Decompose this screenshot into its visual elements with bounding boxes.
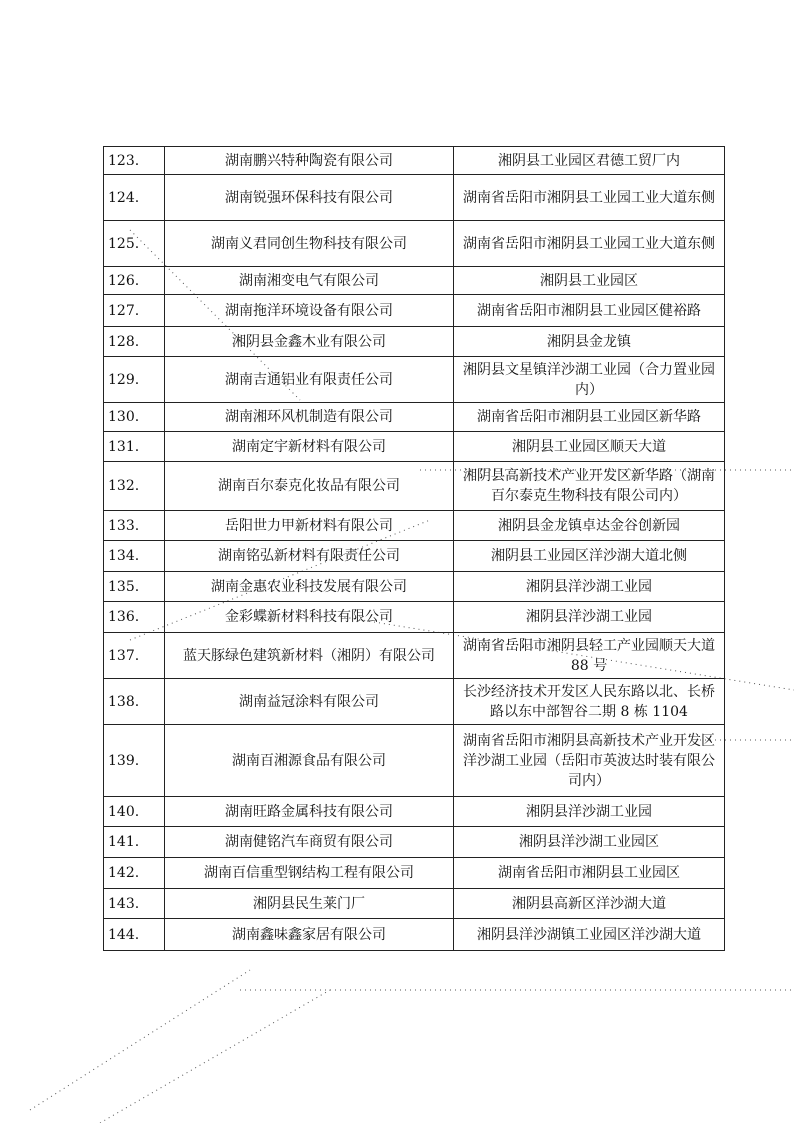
table-row bbox=[104, 462, 725, 511]
company-address: 湖南省岳阳市湘阴县工业园工业大道东侧 bbox=[454, 221, 725, 267]
table-row bbox=[104, 295, 725, 327]
row-number: 130. bbox=[104, 403, 165, 432]
row-number: 126. bbox=[104, 267, 165, 295]
company-name: 湖南旺路金属科技有限公司 bbox=[165, 797, 454, 827]
company-address: 湘阴县洋沙湖工业园 bbox=[454, 602, 725, 633]
row-number: 140. bbox=[104, 797, 165, 827]
row-number: 127. bbox=[104, 295, 165, 327]
table-row bbox=[104, 919, 725, 951]
company-address: 湘阴县文星镇洋沙湖工业园（合力置业园内） bbox=[454, 357, 725, 403]
row-number: 123. bbox=[104, 147, 165, 175]
company-name: 湖南湘变电气有限公司 bbox=[165, 267, 454, 295]
company-name: 湖南金惠农业科技发展有限公司 bbox=[165, 572, 454, 602]
company-name: 金彩蝶新材料科技有限公司 bbox=[165, 602, 454, 633]
table-row bbox=[104, 572, 725, 602]
company-name: 岳阳世力甲新材料有限公司 bbox=[165, 511, 454, 541]
row-number: 134. bbox=[104, 541, 165, 572]
company-address: 湖南省岳阳市湘阴县工业园区新华路 bbox=[454, 403, 725, 432]
company-address: 湖南省岳阳市湘阴县工业园工业大道东侧 bbox=[454, 175, 725, 221]
table-row bbox=[104, 602, 725, 633]
row-number: 131. bbox=[104, 432, 165, 462]
table-row bbox=[104, 633, 725, 679]
company-name: 湖南百信重型钢结构工程有限公司 bbox=[165, 858, 454, 889]
table-row bbox=[104, 432, 725, 462]
company-name: 湖南湘环风机制造有限公司 bbox=[165, 403, 454, 432]
company-address: 湖南省岳阳市湘阴县高新技术产业开发区洋沙湖工业园（岳阳市英波达时装有限公司内） bbox=[454, 725, 725, 797]
company-address: 湘阴县洋沙湖工业园 bbox=[454, 572, 725, 602]
company-name: 湘阴县民生莱门厂 bbox=[165, 889, 454, 919]
company-address: 湘阴县高新技术产业开发区新华路（湖南百尔泰克生物科技有限公司内） bbox=[454, 462, 725, 511]
row-number: 137. bbox=[104, 633, 165, 679]
company-name: 湖南铭弘新材料有限责任公司 bbox=[165, 541, 454, 572]
company-name: 湘阴县金鑫木业有限公司 bbox=[165, 327, 454, 357]
company-address: 湘阴县高新区洋沙湖大道 bbox=[454, 889, 725, 919]
company-name: 湖南吉通铝业有限责任公司 bbox=[165, 357, 454, 403]
row-number: 139. bbox=[104, 725, 165, 797]
row-number: 133. bbox=[104, 511, 165, 541]
company-address: 湘阴县工业园区 bbox=[454, 267, 725, 295]
row-number: 135. bbox=[104, 572, 165, 602]
table-row bbox=[104, 858, 725, 889]
company-name: 湖南锐强环保科技有限公司 bbox=[165, 175, 454, 221]
company-address: 湖南省岳阳市湘阴县工业园区 bbox=[454, 858, 725, 889]
row-number: 128. bbox=[104, 327, 165, 357]
table-row bbox=[104, 221, 725, 267]
company-address: 湖南省岳阳市湘阴县工业园区健裕路 bbox=[454, 295, 725, 327]
table-row bbox=[104, 327, 725, 357]
row-number: 138. bbox=[104, 679, 165, 725]
row-number: 124. bbox=[104, 175, 165, 221]
row-number: 125. bbox=[104, 221, 165, 267]
row-number: 132. bbox=[104, 462, 165, 511]
company-address: 长沙经济技术开发区人民东路以北、长桥路以东中部智谷二期 8 栋 1104 bbox=[454, 679, 725, 725]
company-address: 湘阴县工业园区顺天大道 bbox=[454, 432, 725, 462]
table-row bbox=[104, 889, 725, 919]
company-address: 湘阴县洋沙湖镇工业园区洋沙湖大道 bbox=[454, 919, 725, 951]
company-address: 湘阴县工业园区君德工贸厂内 bbox=[454, 147, 725, 175]
company-list-table bbox=[103, 146, 725, 951]
company-name: 湖南健铭汽车商贸有限公司 bbox=[165, 827, 454, 858]
company-address: 湘阴县洋沙湖工业园 bbox=[454, 797, 725, 827]
row-number: 143. bbox=[104, 889, 165, 919]
company-name: 湖南拖洋环境设备有限公司 bbox=[165, 295, 454, 327]
company-address: 湘阴县金龙镇卓达金谷创新园 bbox=[454, 511, 725, 541]
company-name: 蓝天豚绿色建筑新材料（湘阴）有限公司 bbox=[165, 633, 454, 679]
row-number: 144. bbox=[104, 919, 165, 951]
company-name: 湖南义君同创生物科技有限公司 bbox=[165, 221, 454, 267]
table-row bbox=[104, 725, 725, 797]
company-name: 湖南益冠涂料有限公司 bbox=[165, 679, 454, 725]
table-row bbox=[104, 175, 725, 221]
table-row bbox=[104, 541, 725, 572]
table-row bbox=[104, 147, 725, 175]
company-address: 湘阴县工业园区洋沙湖大道北侧 bbox=[454, 541, 725, 572]
table-row bbox=[104, 357, 725, 403]
row-number: 141. bbox=[104, 827, 165, 858]
company-address: 湘阴县洋沙湖工业园区 bbox=[454, 827, 725, 858]
company-name: 湖南鑫味鑫家居有限公司 bbox=[165, 919, 454, 951]
table-row bbox=[104, 511, 725, 541]
table-row bbox=[104, 797, 725, 827]
table-row bbox=[104, 827, 725, 858]
company-address: 湖南省岳阳市湘阴县轻工产业园顺天大道 88 号 bbox=[454, 633, 725, 679]
company-name: 湖南百尔泰克化妆品有限公司 bbox=[165, 462, 454, 511]
company-name: 湖南百湘源食品有限公司 bbox=[165, 725, 454, 797]
table-row bbox=[104, 267, 725, 295]
table-row bbox=[104, 679, 725, 725]
company-name: 湖南定宇新材料有限公司 bbox=[165, 432, 454, 462]
table-row bbox=[104, 403, 725, 432]
row-number: 129. bbox=[104, 357, 165, 403]
company-name: 湖南鹏兴特种陶瓷有限公司 bbox=[165, 147, 454, 175]
company-address: 湘阴县金龙镇 bbox=[454, 327, 725, 357]
row-number: 142. bbox=[104, 858, 165, 889]
row-number: 136. bbox=[104, 602, 165, 633]
